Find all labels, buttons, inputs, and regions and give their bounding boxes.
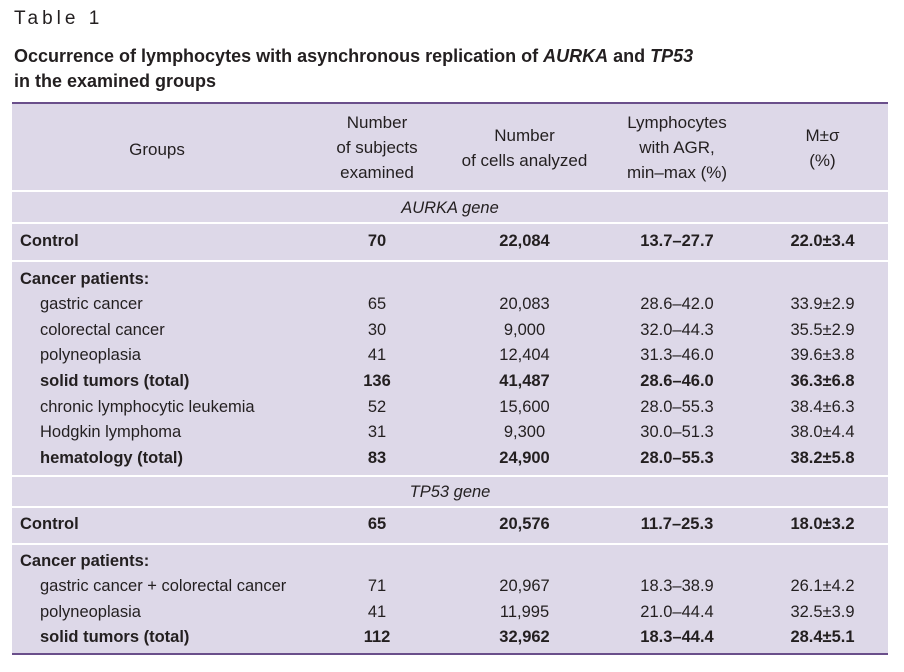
cell-subjects: 31 [367,423,387,441]
caption-text-1: Occurrence of lymphocytes with asynchronous replication of [14,46,544,66]
cell-range: 32.0–44.3 [640,321,714,339]
cancer-label-aurka-row [12,270,888,292]
cell-mean: 33.9±2.9 [790,295,855,313]
cell-label: Control [20,232,79,250]
cell-mean: 38.2±5.8 [790,449,855,467]
cell-label: Control [20,515,79,533]
section-title-tp53: TP53 gene [409,483,491,501]
header-cells-line2: of cells analyzed [461,151,588,170]
cell-label: chronic lymphocytic leukemia [40,398,255,416]
cell-range: 18.3–44.4 [640,628,714,646]
cell-range: 28.0–55.3 [640,398,714,416]
cell-range: 21.0–44.4 [640,603,714,621]
cell-mean: 18.0±3.2 [790,515,855,533]
cancer-label-tp53: Cancer patients: [20,552,150,570]
table-row [12,449,888,471]
cell-label: polyneoplasia [40,346,141,364]
table-caption [14,44,884,94]
table-number: Table 1 [14,8,104,29]
cell-cells: 12,404 [499,346,550,364]
caption-text-2: and [608,46,651,66]
data-table [12,102,888,655]
header-lymph-line2: with AGR, [639,138,715,157]
cell-mean: 32.5±3.9 [790,603,855,621]
cell-subjects: 112 [363,628,391,646]
table-row [12,295,888,317]
cell-mean: 35.5±2.9 [790,321,855,339]
caption-text-3: in the examined groups [14,71,217,91]
header-mean-line1: M±σ [805,126,840,145]
separator [12,222,888,224]
header-mean-line2: (%) [809,151,836,170]
cell-range: 13.7–27.7 [640,232,714,250]
table-row [12,372,888,394]
header-groups: Groups [129,140,185,159]
cell-subjects: 136 [363,372,391,390]
table-row [12,346,888,368]
cell-subjects: 52 [367,398,387,416]
header-cells-line1: Number [494,126,555,145]
cell-label: gastric cancer [40,295,143,313]
separator [12,543,888,545]
separator [12,506,888,508]
header-subjects-line1: Number [346,113,408,132]
cell-subjects: 70 [367,232,387,250]
cell-mean: 26.1±4.2 [790,577,855,595]
cell-cells: 20,083 [499,295,550,313]
cell-cells: 20,967 [499,577,550,595]
header-lymph [602,110,752,185]
cell-subjects: 30 [367,321,387,339]
table-row [12,398,888,420]
cell-cells: 24,900 [499,449,550,467]
cell-cells: 20,576 [499,515,550,533]
table-row [12,603,888,625]
cell-range: 11.7–25.3 [640,515,714,533]
cell-label: solid tumors (total) [40,628,190,646]
cell-cells: 9,300 [503,423,546,441]
cell-range: 18.3–38.9 [640,577,714,595]
cell-range: 28.0–55.3 [640,449,714,467]
header-lymph-line3: min–max (%) [626,163,728,182]
separator [12,475,888,477]
table-row [12,577,888,599]
cell-mean: 28.4±5.1 [790,628,855,646]
table-row-control-aurka [12,232,888,254]
cell-subjects: 41 [367,346,387,364]
header-mean [760,123,885,173]
separator [12,190,888,192]
header-subjects-line2: of subjects [336,138,418,157]
cell-range: 28.6–46.0 [640,372,714,390]
cancer-label-aurka: Cancer patients: [20,270,150,288]
cell-cells: 41,487 [499,372,550,390]
cell-label: solid tumors (total) [40,372,190,390]
cell-range: 30.0–51.3 [640,423,714,441]
cell-mean: 38.0±4.4 [790,423,855,441]
cell-subjects: 65 [367,515,387,533]
header-cells [452,123,597,173]
caption-gene-aurka: AURKA [543,46,609,66]
table-row [12,628,888,650]
cell-cells: 22,084 [499,232,550,250]
cell-mean: 22.0±3.4 [790,232,855,250]
cell-mean: 39.6±3.8 [790,346,855,364]
cell-cells: 11,995 [499,603,550,621]
header-subjects [317,110,437,185]
caption-gene-tp53: TP53 [650,46,694,66]
cell-label: hematology (total) [40,449,183,467]
cell-subjects: 83 [367,449,387,467]
header-subjects-line3: examined [340,163,414,182]
cell-label: Hodgkin lymphoma [40,423,182,441]
cell-label: gastric cancer + colorectal cancer [40,577,287,595]
cell-label: colorectal cancer [40,321,165,339]
cell-cells: 9,000 [503,321,546,339]
cell-range: 31.3–46.0 [640,346,714,364]
cancer-label-tp53-row [12,552,888,574]
cell-cells: 15,600 [499,398,550,416]
separator [12,260,888,262]
cell-cells: 32,962 [499,628,550,646]
table-row [12,321,888,343]
table-row [12,423,888,445]
cell-mean: 38.4±6.3 [790,398,855,416]
header-row [12,110,888,190]
cell-subjects: 41 [367,603,387,621]
cell-subjects: 65 [367,295,387,313]
section-title-aurka: AURKA gene [401,199,499,217]
header-lymph-line1: Lymphocytes [627,113,727,132]
cell-label: polyneoplasia [40,603,141,621]
table-row-control-tp53 [12,515,888,537]
cell-mean: 36.3±6.8 [790,372,855,390]
cell-subjects: 71 [367,577,387,595]
cell-range: 28.6–42.0 [640,295,714,313]
